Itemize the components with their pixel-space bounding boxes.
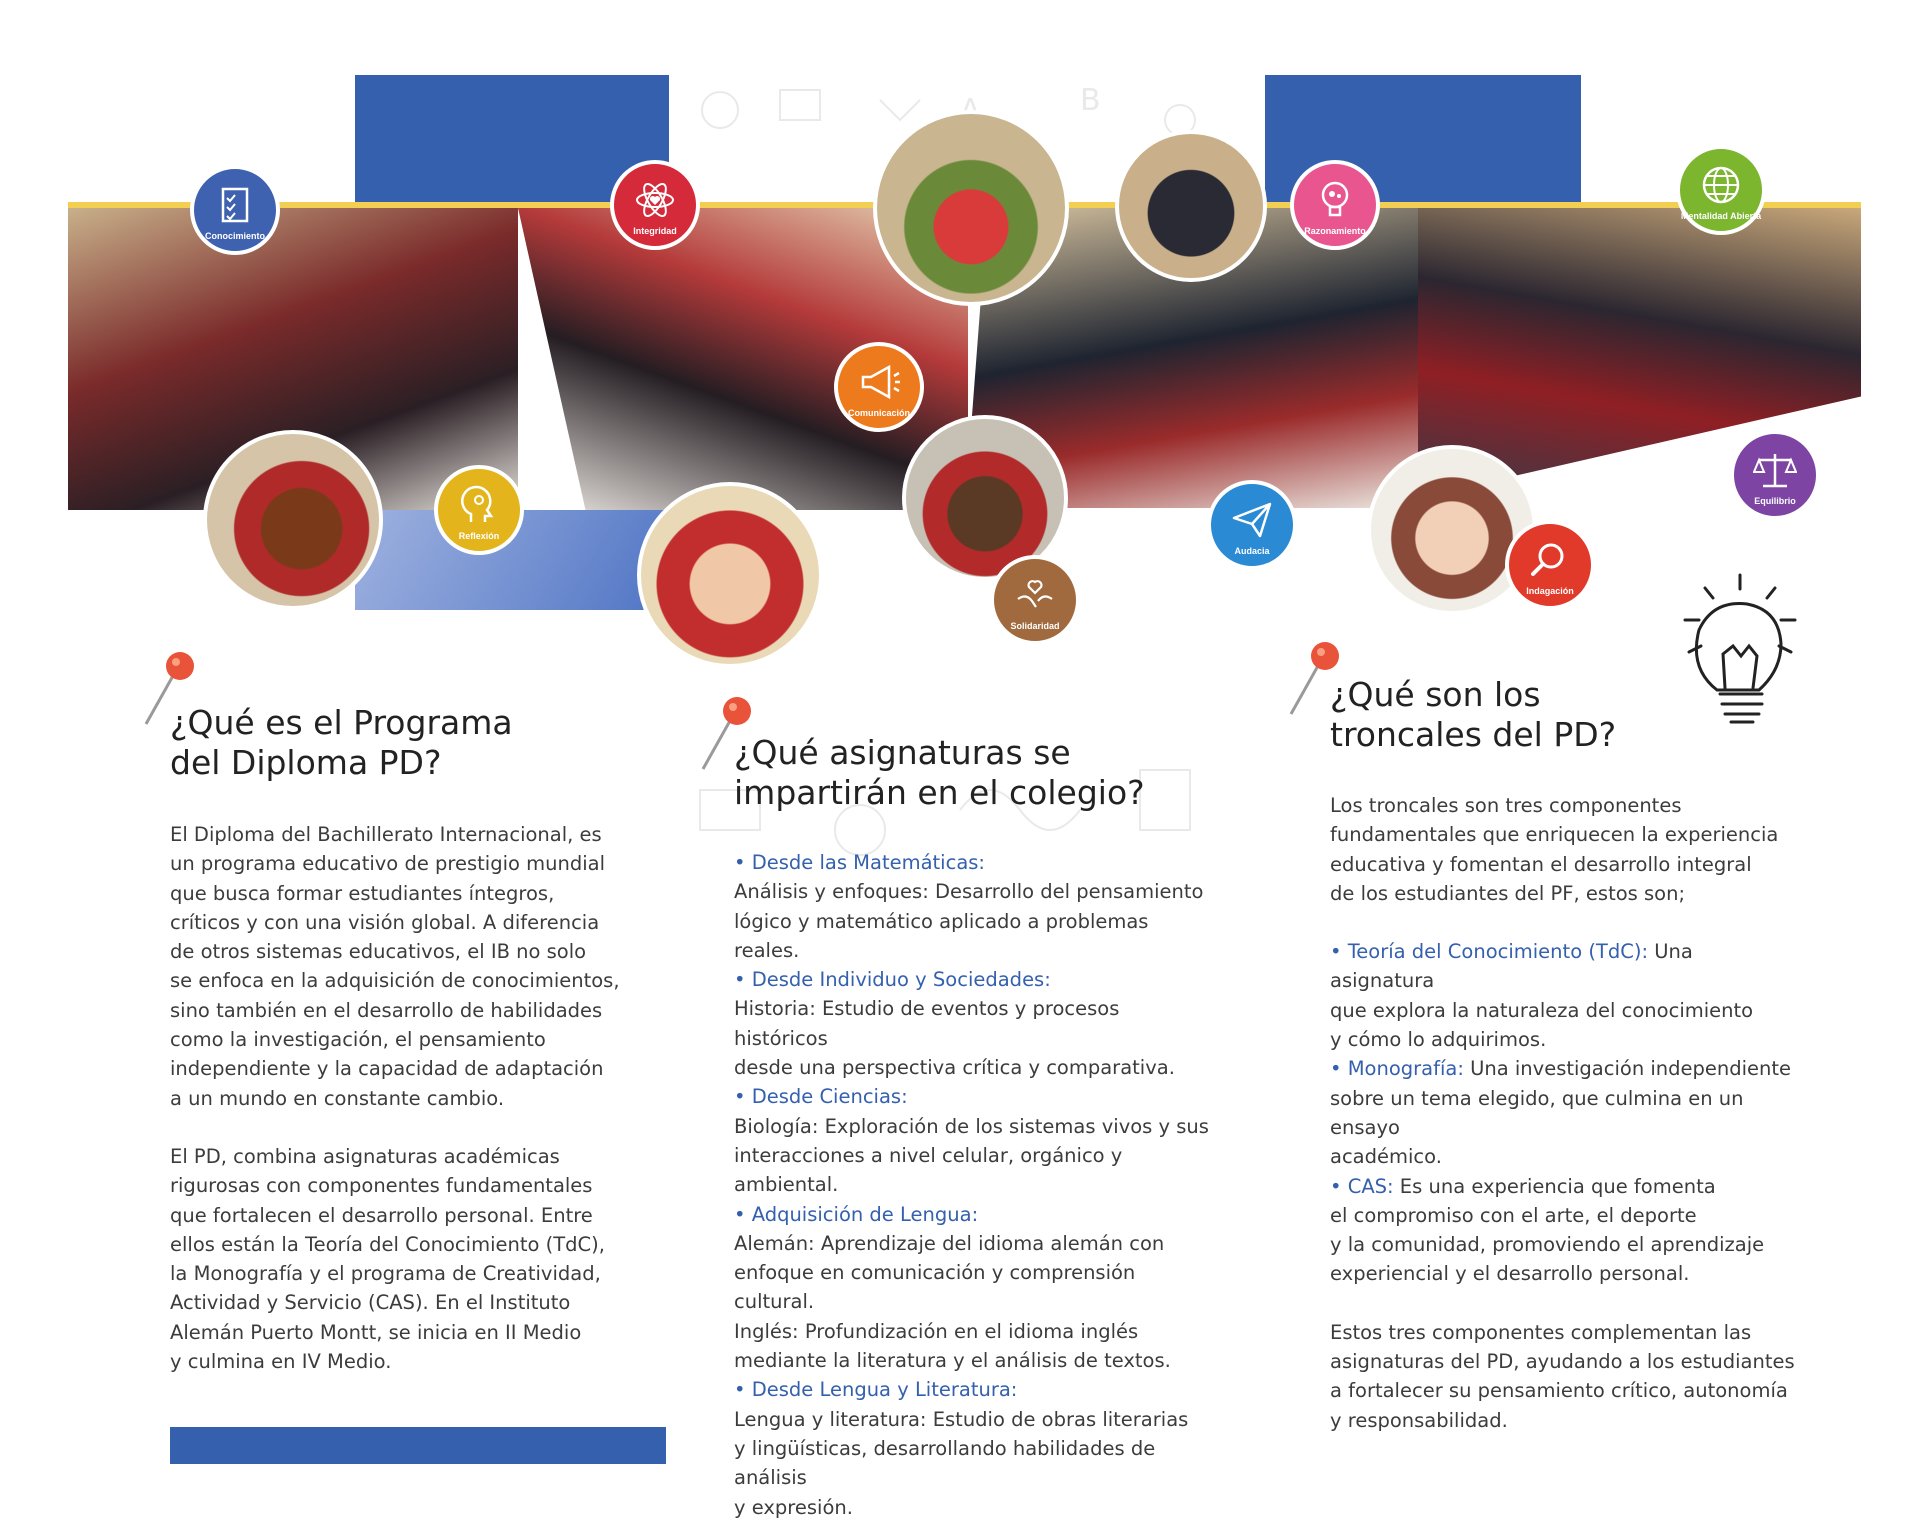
heading-line: del Diploma PD? — [170, 743, 442, 782]
text-line: y culmina en IV Medio. — [170, 1350, 392, 1374]
megaphone-icon — [857, 362, 901, 402]
text-line: a fortalecer su pensamiento crítico, autonomía — [1330, 1379, 1788, 1403]
text-line: educativa y fomentan el desarrollo integral — [1330, 852, 1752, 876]
item-title: • Teoría del Conocimiento (TdC): — [1330, 940, 1649, 964]
text-line: académico. — [1330, 1145, 1442, 1169]
text-line: que fortalecen el desarrollo personal. Entre — [170, 1203, 593, 1227]
heading-line: ¿Qué es el Programa — [170, 703, 513, 742]
text-line: mediante la literatura y el análisis de textos. — [734, 1349, 1171, 1373]
badge-conocimiento — [190, 165, 280, 255]
blue-block-bottom — [170, 1427, 666, 1464]
group-title: • Desde Individuo y Sociedades: — [734, 968, 1051, 992]
item-title: • CAS: — [1330, 1174, 1394, 1198]
text-line: que busca formar estudiantes íntegros, — [170, 881, 555, 905]
text-line: sino también en el desarrollo de habilidades — [170, 998, 603, 1022]
text-line: de otros sistemas educativos, el IB no solo — [170, 940, 587, 964]
text-line: lógico y matemático aplicado a problemas reales. — [734, 909, 1149, 962]
checklist-icon — [215, 185, 255, 225]
svg-text:B: B — [1080, 83, 1101, 118]
paper-plane-icon — [1230, 500, 1274, 540]
text-line: y cómo lo adquirimos. — [1330, 1028, 1547, 1052]
badge-label: Equilibrio — [1754, 496, 1796, 506]
group-title: • Desde las Matemáticas: — [734, 851, 985, 874]
subject-name: Inglés: — [734, 1319, 799, 1343]
magnifier-icon — [1529, 539, 1571, 581]
item-desc: Una investigación independiente — [1463, 1057, 1792, 1081]
badge-label: Audacia — [1234, 546, 1270, 556]
heading-asignaturas — [734, 733, 1145, 813]
subject-name: Biología: — [734, 1114, 819, 1138]
heading-que-es-pd — [170, 703, 513, 783]
text-line: la Monografía y el programa de Creatividad, — [170, 1262, 601, 1286]
photo-student-writing-circle — [1115, 130, 1267, 282]
text-line: independiente y la capacidad de adaptación — [170, 1057, 604, 1081]
photo-girls-smiling — [637, 482, 823, 668]
text-line: Actividad y Servicio (CAS). En el Instituto — [170, 1291, 571, 1315]
text-line: críticos y con una visión global. A diferencia — [170, 910, 600, 934]
subject-desc: Aprendizaje del idioma alemán con — [814, 1231, 1165, 1255]
text-line: de los estudiantes del PF, estos son; — [1330, 881, 1686, 905]
col1-body — [170, 820, 640, 1376]
text-line: que explora la naturaleza del conocimiento — [1330, 998, 1754, 1022]
badge-indagacion — [1505, 520, 1595, 610]
subject-desc: Estudio de obras literarias — [926, 1407, 1189, 1431]
text-line — [734, 1229, 1214, 1258]
subject-name: Análisis y enfoques: — [734, 880, 929, 904]
badge-label: Indagación — [1526, 586, 1574, 596]
globe-icon — [1700, 164, 1742, 206]
subject-desc: Desarrollo del pensamiento — [928, 880, 1204, 904]
heading-troncales — [1330, 675, 1616, 755]
badge-label: Conocimiento — [205, 231, 265, 241]
badge-comunicacion — [834, 342, 924, 432]
photo-students-lego — [873, 110, 1069, 306]
text-line: fundamentales que enriquecen la experiencia — [1330, 823, 1779, 847]
text-line: enfoque en comunicación y comprensión cultural. — [734, 1261, 1136, 1314]
badge-solidaridad — [990, 555, 1080, 645]
text-line: Alemán Puerto Montt, se inicia en II Medio — [170, 1320, 582, 1344]
text-line — [734, 1317, 1214, 1346]
text-line: rigurosas con componentes fundamentales — [170, 1174, 593, 1198]
subject-desc: Exploración de los sistemas vivos y sus — [818, 1114, 1209, 1138]
text-line: ellos están la Teoría del Conocimiento (TdC), — [170, 1232, 605, 1256]
text-line: y responsabilidad. — [1330, 1408, 1508, 1432]
text-line: como la investigación, el pensamiento — [170, 1028, 546, 1052]
text-line: y expresión. — [734, 1495, 853, 1519]
text-line: y lingüísticas, desarrollando habilidades de análisis — [734, 1436, 1156, 1490]
col2-body — [734, 848, 1214, 1522]
heading-line: ¿Qué son los — [1330, 675, 1541, 714]
text-line: el compromiso con el arte, el deporte — [1330, 1203, 1697, 1227]
group-title: • Desde Lengua y Literatura: — [734, 1378, 1018, 1402]
subject-desc: Profundización en el idioma inglés — [798, 1319, 1139, 1343]
text-line — [734, 1112, 1214, 1141]
badge-label: Comunicación — [847, 408, 910, 418]
badge-reflexion — [434, 465, 524, 555]
text-line — [1330, 1172, 1800, 1201]
atom-heart-icon — [634, 179, 676, 221]
text-line: interacciones a nivel celular, orgánico y ambiental. — [734, 1143, 1123, 1197]
badge-audacia — [1207, 480, 1297, 570]
badge-label: Integridad — [633, 226, 677, 236]
badge-mentalidad-abierta — [1676, 145, 1766, 235]
badge-equilibrio — [1730, 430, 1820, 520]
text-line — [1330, 937, 1800, 996]
item-desc: Una asignatura — [1330, 940, 1693, 993]
item-title: • Monografía: — [1330, 1057, 1464, 1081]
photo-students-cello — [203, 430, 383, 610]
text-line: El PD, combina asignaturas académicas — [170, 1144, 560, 1168]
hands-heart-icon — [1014, 575, 1056, 615]
badge-razonamiento — [1290, 160, 1380, 250]
subject-name: Lengua y literatura: — [734, 1407, 927, 1431]
badge-integridad — [610, 160, 700, 250]
item-desc: Es una experiencia que fomenta — [1393, 1174, 1716, 1198]
heading-line: troncales del PD? — [1330, 715, 1617, 754]
text-line: sobre un tema elegido, que culmina en un ensayo — [1330, 1086, 1744, 1139]
badge-label: Mentalidad Abierta — [1680, 211, 1762, 221]
text-line — [734, 877, 1214, 906]
text-line — [734, 1405, 1214, 1434]
text-line: y la comunidad, promoviendo el aprendizaje — [1330, 1233, 1765, 1257]
lightbulb-icon — [1315, 179, 1355, 221]
col3-body — [1330, 791, 1800, 1435]
group-title: • Desde Ciencias: — [734, 1085, 908, 1109]
text-line: experiencial y el desarrollo personal. — [1330, 1262, 1690, 1286]
text-line: un programa educativo de prestigio mundial — [170, 852, 605, 876]
text-line: Estos tres componentes complementan las — [1330, 1320, 1752, 1344]
subject-name: Alemán: — [734, 1231, 815, 1255]
text-line: se enfoca en la adquisición de conocimientos, — [170, 969, 620, 993]
subject-name: Historia: — [734, 997, 816, 1021]
badge-label: Reflexión — [458, 531, 500, 541]
heading-line: impartirán en el colegio? — [734, 773, 1145, 812]
subject-desc: Estudio de eventos y procesos históricos — [734, 997, 1120, 1050]
text-line: a un mundo en constante cambio. — [170, 1086, 505, 1110]
badge-label: Solidaridad — [1010, 621, 1060, 631]
head-profile-icon — [459, 484, 499, 526]
group-title: • Adquisición de Lengua: — [734, 1202, 979, 1226]
lightbulb-doodle-icon — [1665, 570, 1815, 730]
text-line: desde una perspectiva crítica y comparativa. — [734, 1056, 1175, 1080]
text-line: Los troncales son tres componentes — [1330, 794, 1682, 817]
text-line: asignaturas del PD, ayudando a los estudiantes — [1330, 1350, 1795, 1374]
badge-label: Razonamiento — [1304, 226, 1366, 236]
text-line — [734, 994, 1214, 1053]
heading-line: ¿Qué asignaturas se — [734, 733, 1071, 772]
scales-icon — [1753, 450, 1797, 490]
text-line: El Diploma del Bachillerato Internacional, es — [170, 823, 602, 846]
text-line — [1330, 1054, 1800, 1083]
